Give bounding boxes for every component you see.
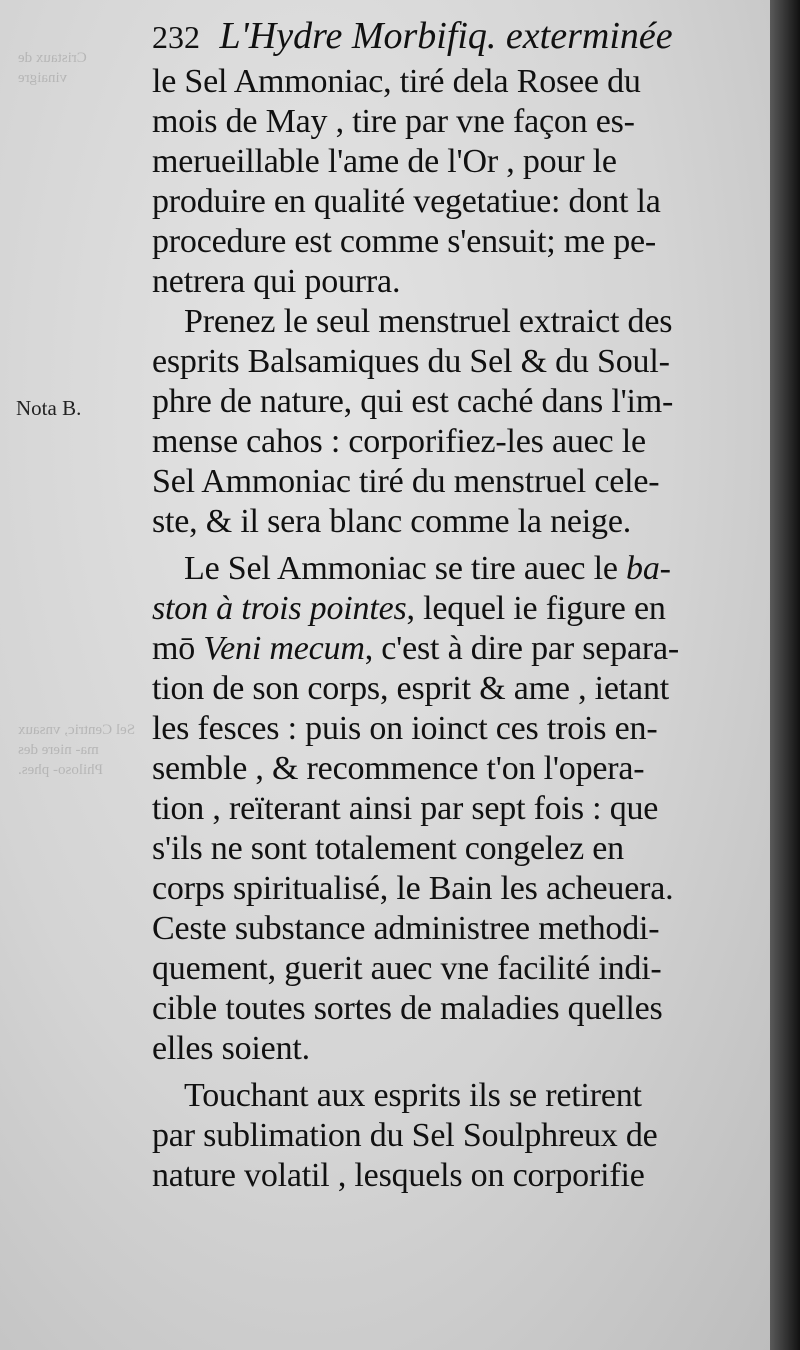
text-line: mense cahos : corporifiez-les auec le	[152, 423, 646, 460]
text-line: procedure est comme s'ensuit; me pe-	[152, 223, 657, 260]
text-line	[152, 589, 752, 629]
book-gutter-shadow	[770, 0, 800, 1350]
paragraph-4	[152, 1076, 752, 1196]
text-line: s'ils ne sont totalement congelez en	[152, 830, 624, 867]
text-line: corps spiritualisé, le Bain les acheuera.	[152, 870, 674, 907]
text-line: tion , reïterant ainsi par sept fois : que	[152, 790, 659, 827]
running-header	[152, 10, 737, 62]
text-segment-italic: Veni mecum	[203, 630, 365, 667]
show-through-text-middle: Sel Centric, vnsaux ma- niere des Philoso- phes.	[18, 722, 136, 778]
show-through-text-top: Cristaux de vinaigre	[18, 50, 87, 86]
page-number: 232	[152, 19, 200, 55]
paragraph-1	[152, 62, 752, 302]
text-line: Touchant aux esprits ils se retirent	[184, 1077, 642, 1114]
text-line: esprits Balsamiques du Sel & du Soul-	[152, 343, 670, 380]
paragraph-2	[152, 302, 752, 542]
margin-note: Nota B.	[16, 396, 82, 420]
text-line: par sublimation du Sel Soulphreux de	[152, 1117, 658, 1154]
text-line: ste, & il sera blanc comme la neige.	[152, 503, 632, 540]
text-line: netrera qui pourra.	[152, 263, 401, 300]
text-segment: , c'est à dire par separa-	[364, 630, 679, 667]
paragraph-3	[152, 549, 752, 1069]
text-line: elles soient.	[152, 1030, 310, 1067]
text-line: merueillable l'ame de l'Or , pour le	[152, 143, 617, 180]
text-line	[152, 549, 752, 589]
text-line: le Sel Ammoniac, tiré dela Rosee du	[152, 63, 641, 100]
text-line: Prenez le seul menstruel extraict des	[184, 303, 673, 340]
text-line: Sel Ammoniac tiré du menstruel cele-	[152, 463, 660, 500]
text-segment: mō	[152, 630, 204, 667]
text-line: mois de May , tire par vne façon es-	[152, 103, 635, 140]
text-line: produire en qualité vegetatiue: dont la	[152, 183, 661, 220]
text-segment-italic: ston à trois pointes	[152, 590, 407, 627]
text-line: les fesces : puis on ioinct ces trois en-	[152, 710, 658, 747]
text-line: Ceste substance administree methodi-	[152, 910, 660, 947]
text-line: nature volatil , lesquels on corporifie	[152, 1157, 645, 1194]
text-segment: , lequel ie figure en	[406, 590, 666, 627]
text-segment: Le Sel Ammoniac se tire auec le	[184, 550, 627, 587]
text-line: phre de nature, qui est caché dans l'im-	[152, 383, 674, 420]
text-line: quement, guerit auec vne facilité indi-	[152, 950, 662, 987]
text-line: tion de son corps, esprit & ame , ietant	[152, 670, 669, 707]
running-title: L'Hydre Morbifiq. exterminée	[219, 15, 673, 57]
text-line: cible toutes sortes de maladies quelles	[152, 990, 663, 1027]
body-text	[152, 62, 752, 1196]
text-line	[152, 629, 752, 669]
text-line: semble , & recommence t'on l'opera-	[152, 750, 645, 787]
text-segment-italic: ba-	[626, 550, 671, 587]
